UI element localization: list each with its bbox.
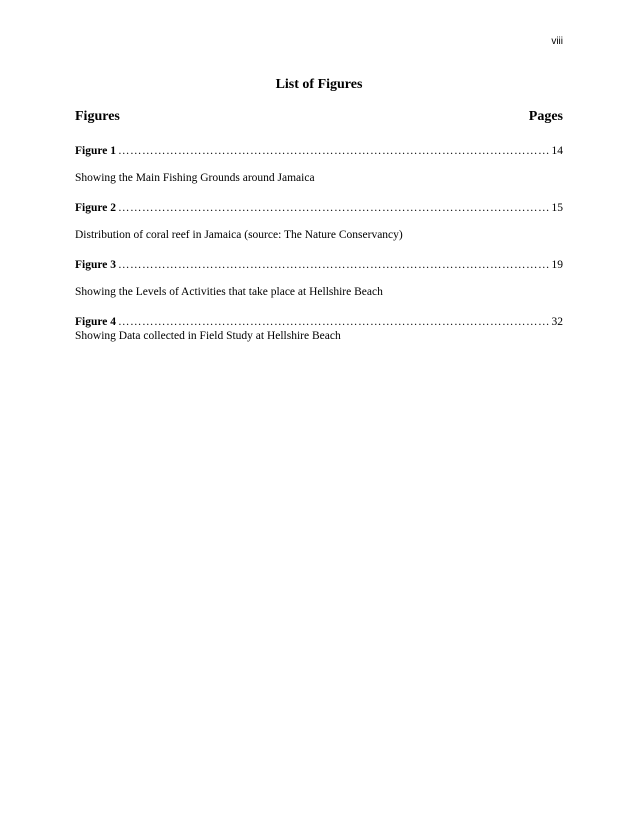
figure-entry [75,316,563,342]
figure-entry-line [75,259,563,271]
column-headers [75,109,563,125]
figure-entry [75,202,563,241]
dot-leader [118,316,551,328]
figure-page-number: 32 [551,316,563,328]
pages-column-header: Pages [528,109,563,124]
figure-label: Figure 3 [75,259,116,271]
figures-column-header: Figures [75,109,120,124]
figure-caption: Showing the Main Fishing Grounds around Jamaica [75,172,315,184]
figure-entry-line [75,145,563,157]
dot-leader [118,202,551,214]
dot-leader [118,259,551,271]
figure-entry-line [75,316,563,328]
figure-caption: Distribution of coral reef in Jamaica (source: The Nature Conservancy) [75,229,403,241]
figure-entry-line [75,202,563,214]
figure-entry [75,145,563,184]
figure-caption: Showing the Levels of Activities that take place at Hellshire Beach [75,286,383,298]
figure-page-number: 19 [551,259,563,271]
figure-caption: Showing Data collected in Field Study at Hellshire Beach [75,330,341,342]
figure-label: Figure 2 [75,202,116,214]
figure-label: Figure 4 [75,316,116,328]
page-number: viii [551,36,563,47]
figure-page-number: 14 [551,145,563,157]
page-title: List of Figures [275,77,363,92]
figure-label: Figure 1 [75,145,116,157]
dot-leader [118,145,551,157]
figure-entry [75,259,563,298]
figure-page-number: 15 [551,202,563,214]
